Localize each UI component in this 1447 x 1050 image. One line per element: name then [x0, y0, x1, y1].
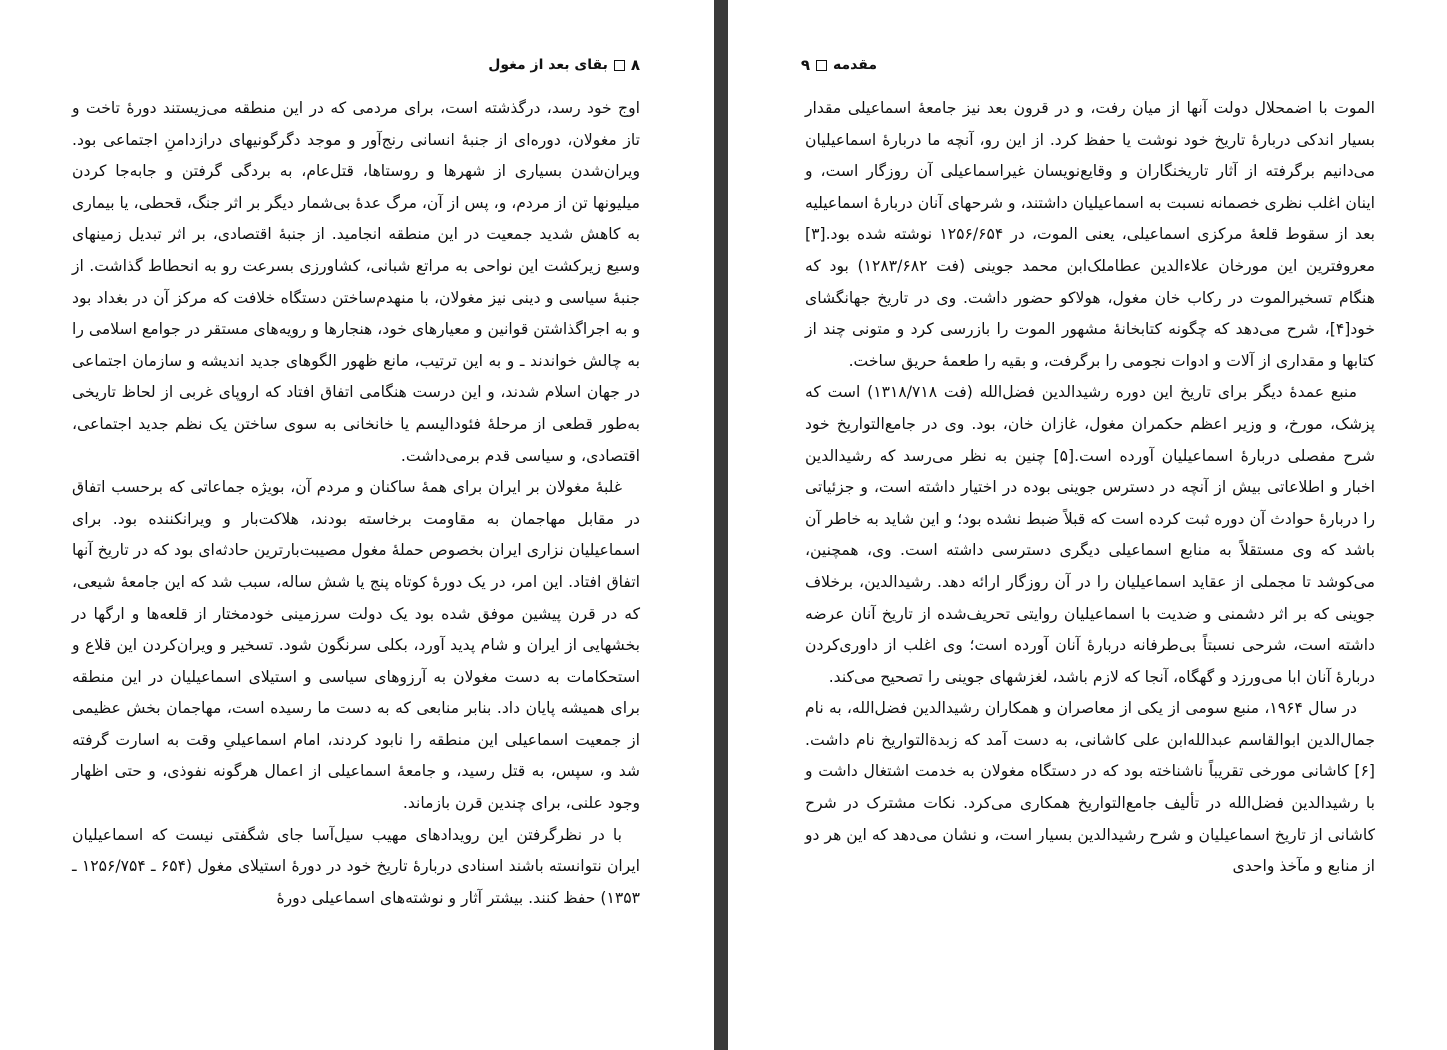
- paragraph: با در نظرگرفتن این رویدادهای مهیب سیل‌آسا جای شگفتی نیست که اسماعیلیان ایران نتوانسته باشند اسنادی دربارهٔ تاریخ خود در دورهٔ استیلای مغول (۶۵۴ ـ ۱۲۵۶/۷۵۴ ـ ۱۳۵۳) حفظ کنند. بیشتر آثار و نوشته‌های اسماعیلی دورهٔ: [72, 825, 641, 907]
- page-header: [801, 56, 877, 74]
- paragraph: الموت با اضمحلال دولت آنها از میان رفت، و در قرون بعد نیز جامعهٔ اسماعیلی مقدار بسیار اندکی دربارهٔ تاریخ خود نوشت یا حفظ کرد. از این رو، آنچه ما دربارهٔ اسماعیلیان می‌دانیم برگرفته از آثار تاریخنگاران و وقایع‌نویسان غیراسماعیلی آن روزگار است، و اینان اغلب نظری خصمانه نسبت به اسماعیلیان داشتند، و شرحهای آنان دربارهٔ اسماعیلیه بعد از سقوط قلعهٔ مرکزی اسماعیلی، یعنی الموت، در ۱۲۵۶/۶۵۴ نوشته شده بود.[۳] معروفترین این مورخان علاءالدین عطاملک‌ابن محمد جوینی (فت ۱۲۸۳/۶۸۲) بود که هنگام تسخیرالموت در رکاب خان مغول، هولاکو حضور داشت. وی در تاریخ جهانگشای خود[۴]، شرح می‌دهد که چگونه کتابخانهٔ مشهور الموت را بازرسی کرد و متونی چند از کتابها و مقداری از آلات و ادوات نجومی را برگرفت، و بقیه را طعمهٔ حریق ساخت.: [805, 99, 1376, 370]
- page-number: ۸: [630, 56, 640, 74]
- left-page: [0, 0, 714, 1050]
- paragraph: غلبهٔ مغولان بر ایران برای همهٔ ساکنان و مردم آن، بویژه جماعاتی که برحسب اتفاق در مقابل مهاجمان به مقاومت برخاسته بودند، هلاکت‌بار و ویرانکننده بود. برای اسماعیلیان نزاری ایران بخصوص حملهٔ مغول مصیبت‌بارترین حادثه‌ای بود که در تاریخ آنها اتفاق افتاد. این امر، در یک دورهٔ کوتاه پنج یا شش ساله، سبب شد که این جامعهٔ شیعی، که در قرن پیشین موفق شده بود یک دولت سرزمینی خودمختار از قلعه‌ها و ارگها در بخشهایی از ایران و شام پدید آورد، بکلی سرنگون شود. تسخیر و ویران‌کردن این قلاع و استحکامات به دست مغولان به آرزوهای سیاسی و استیلای اسماعیلیان در این منطقه برای همیشه پایان داد. بنابر منابعی که به دست ما رسیده است، مهاجمان بخش عظیمی از جمعیت اسماعیلی این منطقه را نابود کردند، امام اسماعیلیِ وقت به اسارت گرفته شد و، سپس، به قتل رسید، و جامعهٔ اسماعیلی از اعمال هرگونه نفوذی، و حتی اظهار وجود علنی، برای چندین قرن بازماند.: [72, 478, 640, 813]
- page-body: [72, 93, 640, 914]
- paragraph: منبع عمدهٔ دیگر برای تاریخ این دوره رشیدالدین فضل‌الله (فت ۱۳۱۸/۷۱۸) است که پزشک، مورخ، و وزیر اعظم حکمران مغول، غازان خان، بود. وی در جامع‌التواریخ خود شرح مفصلی دربارهٔ اسماعیلیان آورده است.[۵] چنین به نظر می‌رسد که رشیدالدین اخبار و اطلاعاتی بیش از آنچه در دسترس جوینی بوده در اختیار داشته است، و جزئیاتی را دربارهٔ حوادث آن دوره ثبت کرده است که قبلاً ضبط نشده بود؛ و این شاید به خاطر آن باشد که وی مستقلاً به منابع اسماعیلی دیگری دسترسی داشته است. وی، همچنین، می‌کوشد تا مجملی از عقاید اسماعیلیان را در آن روزگار ارائه دهد. رشیدالدین، برخلاف جوینی که بر اثر دشمنی و ضدیت با اسماعیلیان روایتی تحریف‌شده از تاریخ آنان عرضه داشته است، شرحی نسبتاً بی‌طرفانه دربارهٔ آنان آورده است؛ وی اغلب از داوری‌کردن دربارهٔ آنان ابا می‌ورزد و گهگاه، آنجا که لازم باشد، لغزشهای جوینی را تصحیح می‌کند.: [805, 383, 1375, 686]
- running-title: مقدمه: [833, 57, 877, 73]
- right-page: [728, 0, 1447, 1050]
- page-header: [488, 56, 640, 74]
- book-gutter: [714, 0, 728, 1050]
- paragraph: اوج خود رسد، درگذشته است، برای مردمی که در این منطقه می‌زیستند دورهٔ تاخت و تاز مغولان، دوره‌ای از جنبهٔ انسانی رنج‌آور و موجد دگرگونیهای درازدامنِ اجتماعی بود. ویران‌شدن بسیاری از شهرها و روستاها، قتل‌عام، به بردگی گرفتن و جابه‌جا کردن میلیونها تن از مردم، و، پس از آن، مرگ عدهٔ بی‌شمار دیگر بر اثر جنگ، قحطی، یا بیماری به کاهش شدید جمعیت در این منطقه انجامید. از جنبهٔ اقتصادی، بر اثر تبدیل زمینهای وسیع زیرکشت این نواحی به مراتع شبانی، کشاورزی بسرعت رو به انحطاط گذاشت. از جنبهٔ سیاسی و دینی نیز مغولان، با منهدم‌ساختن دستگاه خلافت که مرکز آن در بغداد بود و به اجراگذاشتن قوانین و معیارهای خود، هنجارها و رویه‌های مستقر در جوامع اسلامی را به چالش خواندند ـ و به این ترتیب، مانع ظهور الگوهای جدید اندیشه و سازمان اجتماعی در جهان اسلام شدند، و این درست هنگامی اتفاق افتاد که اروپای غربی از لحاظ تاریخی به‌طور قطعی از مرحلهٔ فئودالیسم یا خانخانی به سوی ساختن یک نظم جدید اجتماعی، اقتصادی، و سیاسی قدم برمی‌داشت.: [72, 99, 640, 465]
- page-number: ۹: [800, 56, 810, 74]
- page-body: [805, 93, 1375, 883]
- paragraph: در سال ۱۹۶۴، منبع سومی از یکی از معاصران و همکاران رشیدالدین فضل‌الله، به نام جمال‌الدین ابوالقاسم عبدالله‌ابن علی کاشانی، به دست آمد که زبدةالتواریخ نام داشت.[۶] کاشانی مورخی تقریباً ناشناخته بود که در دستگاه مغولان به خدمت اشتغال داشت و با رشیدالدین فضل‌الله در تألیف جامع‌التواریخ همکاری می‌کرد. نکات مشترک در شرح کاشانی از تاریخ اسماعیلیان و شرح رشیدالدین بسیار است، و نشان می‌دهد که این هر دو از منابع و مآخذ واحدی: [805, 699, 1375, 876]
- square-ornament-icon: [614, 60, 625, 71]
- square-ornament-icon: [816, 60, 827, 71]
- running-title: بقای بعد از مغول: [488, 57, 608, 73]
